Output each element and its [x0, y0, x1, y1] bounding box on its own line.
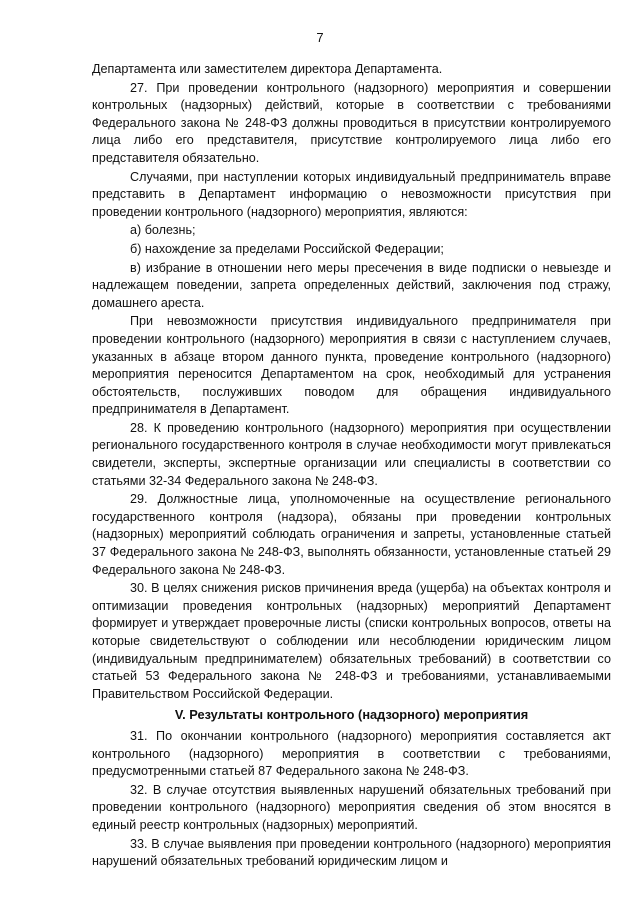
paragraph-28: 28. К проведению контрольного (надзорного) мероприятия при осуществлении регионального государственного контроля в случае необходимости могут привлекаться свидетели, эксперты, экспертные организации или специалисты в соответствии со статьями 32-34 Федерального закона № 248-ФЗ.	[92, 420, 611, 488]
document-body	[92, 61, 611, 872]
section-heading: V. Результаты контрольного (надзорного) мероприятия	[174, 707, 529, 723]
page-number: 7	[316, 30, 324, 45]
paragraph-continuation: Департамента или заместителем директора Департамента.	[92, 62, 443, 76]
list-item-a: а) болезнь;	[130, 223, 196, 238]
paragraph-33: 33. В случае выявления при проведении контрольного (надзорного) мероприятия нарушений обязательных требований юридическим лицом и	[92, 836, 611, 869]
list-item-v: в) избрание в отношении него меры пресечения в виде подписки о невыезде и надлежащем поведении, запрета определенных действий, заключения под стражу, домашнего ареста.	[92, 260, 611, 310]
paragraph-32: 32. В случае отсутствия выявленных нарушений обязательных требований при проведении контрольного (надзорного) мероприятия сведения об этом вносятся в единый реестр контрольных (надзорных) мероприятий.	[92, 782, 611, 832]
paragraph-31: 31. По окончании контрольного (надзорного) мероприятия составляется акт контрольного (надзорного) мероприятия в соответствии с требованиями, предусмотренными статьей 87 Федерального закона № 248-ФЗ.	[92, 728, 611, 779]
paragraph-27: 27. При проведении контрольного (надзорного) мероприятия и совершении контрольных (надзорных) действий, которые в соответствии с требованиями Федерального закона № 248-ФЗ должны проводиться в присутствии контролируемого лица либо его представителя, присутствие контролируемого лица либо его представителя обязательно.	[92, 80, 611, 165]
paragraph-postponement: При невозможности присутствия индивидуального предпринимателя при проведении контрольного (надзорного) мероприятия в связи с наступлением случаев, указанных в абзаце втором данного пункта, проведение контрольного (надзорного) мероприятия переносится Департаментом на срок, необходимый для устранения обстоятельств, послуживших поводом для обращения индивидуального предпринимателя в Департамент.	[92, 314, 611, 417]
paragraph-absence-cases: Случаями, при наступлении которых индивидуальный предприниматель вправе представить в Департамент информацию о невозможности присутствия при проведении контрольного (надзорного) мероприятия, являются:	[92, 169, 611, 219]
paragraph-30: 30. В целях снижения рисков причинения вреда (ущерба) на объектах контроля и оптимизации проведения контрольных (надзорных) мероприятий Департамент формирует и утверждает проверочные листы (списки контрольных вопросов, ответы на которые свидетельствуют о соблюдении или несоблюдении юридическим лицом (индивидуальным предпринимателем) обязательных требований) в соответствии со статьей 53 Федерального закона № 248-ФЗ и требованиями, устанавливаемыми Правительством Российской Федерации.	[92, 581, 611, 701]
paragraph-29: 29. Должностные лица, уполномоченные на осуществление регионального государственного контроля (надзора), обязаны при проведении контрольных (надзорных) мероприятий соблюдать ограничения и запреты, установленные статьей 37 Федерального закона № 248-ФЗ, выполнять обязанности, установленные статьей 29 Федерального закона № 248-ФЗ.	[92, 492, 611, 577]
list-item-b: б) нахождение за пределами Российской Федерации;	[130, 241, 444, 256]
